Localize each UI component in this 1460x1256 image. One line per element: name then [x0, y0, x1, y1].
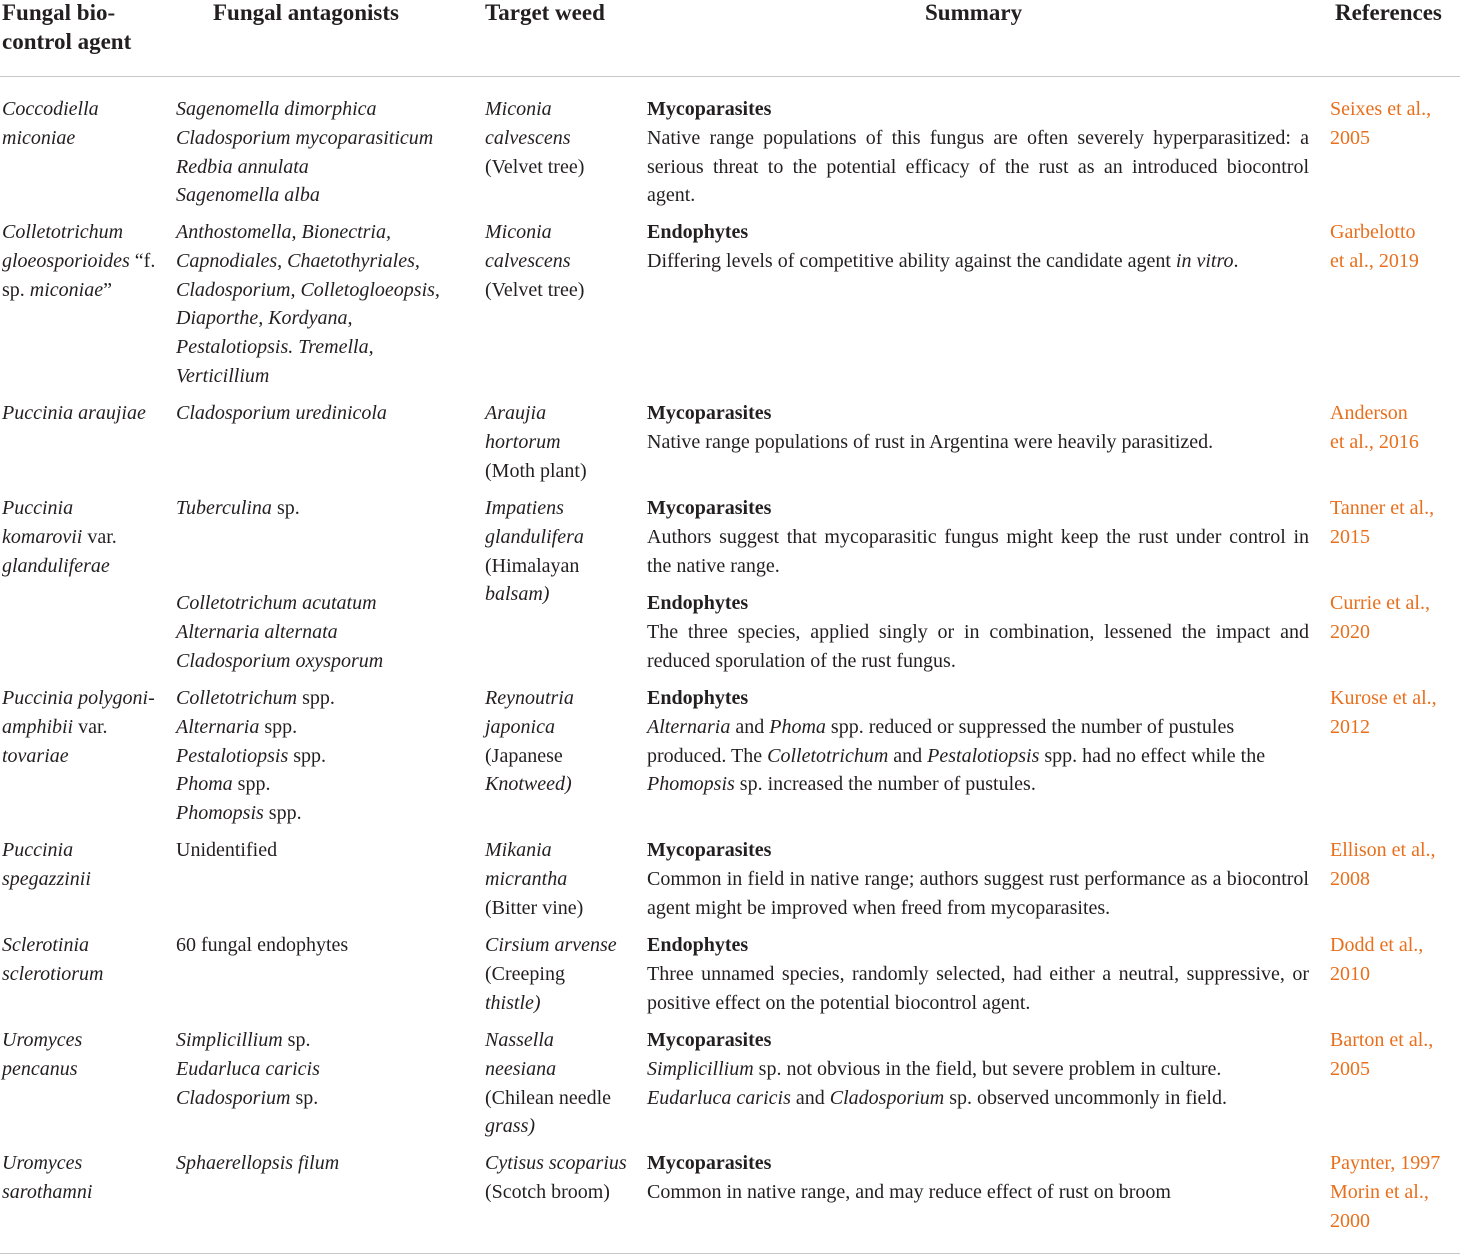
reference-link[interactable]: 2000	[1330, 1209, 1370, 1232]
text-span: Alternaria	[647, 715, 731, 738]
text-span: Verticillium	[176, 364, 270, 387]
text-span: Unidentified	[176, 839, 278, 861]
text-span: Phoma	[769, 715, 826, 738]
text-span: Pestalotiopsis. Tremella,	[176, 336, 374, 359]
antagonist-line	[176, 362, 476, 391]
summary-category: Endophytes	[647, 934, 749, 956]
reference-cell	[1330, 684, 1458, 742]
header-weed: Target weed	[485, 0, 605, 25]
summary-cell	[647, 1149, 1309, 1207]
header-agent-line1: Fungal bio-	[2, 0, 116, 25]
header-agent-line2: control agent	[2, 29, 132, 54]
weed-line: calvescens	[485, 249, 571, 272]
text-span: spp. reduced or suppressed the number of pustules	[825, 715, 1235, 738]
text-span: Cladosporium	[176, 1086, 291, 1109]
reference-link[interactable]: 2005	[1330, 1057, 1370, 1080]
text-span: Diaporthe, Kordyana,	[176, 307, 353, 330]
text-span: Cladosporium mycoparasiticum	[176, 126, 434, 149]
reference-link[interactable]: 2005	[1330, 126, 1370, 149]
summary-cell	[647, 399, 1309, 457]
text-span: var.	[87, 525, 117, 548]
weed-cell	[485, 218, 643, 304]
text-span: Phoma	[176, 773, 233, 796]
agent-line: Coccodiella	[2, 98, 99, 120]
weed-line: Cytisus scoparius	[485, 1152, 627, 1174]
text-span: sp.	[290, 1086, 319, 1109]
summary-line	[647, 1055, 1309, 1084]
reference-link[interactable]: Kurose et al.,	[1330, 687, 1437, 709]
weed-cell	[485, 399, 643, 485]
text-span: gloeosporioides	[2, 249, 130, 272]
reference-link[interactable]: 2015	[1330, 525, 1370, 548]
reference-cell	[1330, 218, 1458, 276]
reference-link[interactable]: Morin et al.,	[1330, 1180, 1429, 1203]
weed-line: (Bitter vine)	[485, 896, 584, 919]
agent-line: pencanus	[2, 1057, 78, 1080]
text-span: Colletotrichum	[767, 744, 889, 767]
summary-line	[647, 770, 1309, 799]
reference-cell	[1330, 399, 1458, 457]
weed-line: (Moth plant)	[485, 459, 587, 482]
reference-cell	[1330, 1026, 1458, 1084]
agent-line: Sclerotinia	[2, 934, 90, 956]
reference-cell	[1330, 836, 1458, 894]
text-span: Alternaria alternata	[176, 620, 338, 643]
header-agent	[2, 0, 172, 56]
agent-line: Uromyces	[2, 1152, 83, 1174]
summary-cell	[647, 1026, 1309, 1112]
weed-line: calvescens	[485, 126, 571, 149]
text-span: spp.	[259, 715, 298, 738]
weed-line: Araujia	[485, 402, 547, 424]
antagonist-line	[176, 742, 476, 771]
text-span: “f.	[129, 249, 156, 272]
text-span: Cladosporium, Colletogloeopsis,	[176, 278, 440, 301]
header-summary: Summary	[925, 0, 1023, 25]
agent-cell	[2, 931, 172, 989]
antagonists-cell	[176, 1149, 476, 1178]
agent-cell	[2, 836, 172, 894]
text-span: sp.	[2, 278, 30, 301]
agent-line: Puccinia polygoni-	[2, 687, 155, 709]
antagonist-line	[176, 333, 476, 362]
text-span: sp.	[282, 1029, 311, 1051]
agent-line: Puccinia	[2, 497, 74, 519]
antagonist-line	[176, 684, 476, 713]
agent-cell	[2, 1149, 172, 1207]
summary-cell	[647, 589, 1309, 675]
antagonist-line	[176, 1055, 476, 1084]
text-span: in vitro	[1175, 249, 1234, 272]
header-references: References	[1335, 0, 1442, 25]
weed-line: balsam)	[485, 583, 550, 606]
weed-cell	[485, 1026, 643, 1141]
reference-link[interactable]: Paynter, 1997	[1330, 1152, 1441, 1174]
text-span: Tuberculina	[176, 497, 272, 519]
text-span: amphibii	[2, 715, 79, 738]
text-span: produced. The	[647, 744, 768, 767]
text-span: Eudarluca caricis	[176, 1057, 320, 1080]
antagonist-line	[176, 1084, 476, 1113]
antagonist-line	[176, 647, 476, 676]
antagonist-line	[176, 770, 476, 799]
summary-text: Three unnamed species, randomly selected, had either a neutral, suppressive, or positive effect on the potential biocontrol agent.	[647, 962, 1309, 1014]
text-span: Sagenomella alba	[176, 184, 320, 207]
agent-line: tovariae	[2, 744, 69, 767]
summary-text: Native range populations of this fungus are often severely hyperparasitized: a serious threat to the potential efficacy of the rust as an introduced biocontrol agent.	[647, 126, 1309, 207]
text-span: spp.	[288, 744, 327, 767]
weed-cell	[485, 836, 643, 922]
reference-link[interactable]: 2008	[1330, 867, 1370, 890]
agent-line: Uromyces	[2, 1029, 83, 1051]
reference-link[interactable]: Dodd et al.,	[1330, 934, 1424, 956]
text-span: Capnodiales, Chaetothyriales,	[176, 249, 420, 272]
text-span: Pestalotiopsis	[176, 744, 289, 767]
antagonists-cell	[176, 95, 476, 210]
summary-cell	[647, 95, 1309, 210]
antagonist-line	[176, 618, 476, 647]
summary-category: Endophytes	[647, 221, 749, 243]
summary-line	[647, 742, 1309, 771]
antagonist-line	[176, 124, 476, 153]
agent-line	[2, 276, 172, 305]
summary-text: Authors suggest that mycoparasitic fungus might keep the rust under control in the native range.	[647, 525, 1309, 577]
reference-link[interactable]: Garbelotto	[1330, 221, 1416, 243]
antagonist-line	[176, 713, 476, 742]
summary-cell	[647, 836, 1309, 922]
text-span: Colletotrichum acutatum	[176, 592, 377, 614]
reference-cell	[1330, 95, 1458, 153]
weed-line: Impatiens	[485, 497, 564, 519]
text-span: and	[730, 715, 770, 738]
reference-cell	[1330, 589, 1458, 647]
weed-line: Cirsium arvense	[485, 934, 617, 956]
agent-line: miconiae	[2, 126, 76, 149]
weed-line: Miconia	[485, 221, 552, 243]
agent-line	[2, 713, 172, 742]
summary-category: Endophytes	[647, 592, 749, 614]
weed-cell	[485, 95, 643, 181]
agent-line: Puccinia	[2, 839, 74, 861]
text-span: Sphaerellopsis filum	[176, 1152, 340, 1174]
antagonist-line	[176, 181, 476, 210]
agent-line	[2, 523, 172, 552]
weed-line: Nassella	[485, 1029, 554, 1051]
weed-line: (Chilean needle	[485, 1086, 612, 1109]
text-span: .	[1233, 249, 1239, 272]
weed-cell	[485, 494, 643, 609]
weed-cell	[485, 1149, 643, 1207]
weed-line: Miconia	[485, 98, 552, 120]
text-span: Eudarluca caricis	[647, 1086, 791, 1109]
weed-line: hortorum	[485, 430, 561, 453]
reference-link[interactable]: Ellison et al.,	[1330, 839, 1436, 861]
summary-category: Mycoparasites	[647, 402, 772, 424]
reference-link[interactable]: Currie et al.,	[1330, 592, 1430, 614]
agent-cell	[2, 218, 172, 304]
weed-line: japonica	[485, 715, 555, 738]
antagonist-line	[176, 399, 476, 428]
weed-line: neesiana	[485, 1057, 557, 1080]
text-span: Phomopsis	[647, 773, 735, 796]
weed-line: thistle)	[485, 991, 541, 1014]
summary-text: Common in native range, and may reduce effect of rust on broom	[647, 1180, 1171, 1203]
weed-line: Reynoutria	[485, 687, 574, 709]
text-span: Alternaria	[176, 715, 260, 738]
reference-cell	[1330, 931, 1458, 989]
header-antagonists: Fungal antagonists	[213, 0, 399, 25]
agent-line: Colletotrichum	[2, 221, 124, 243]
agent-cell	[2, 684, 172, 770]
weed-line: micrantha	[485, 867, 568, 890]
text-span: ”	[103, 278, 112, 301]
summary-cell	[647, 684, 1309, 799]
antagonists-cell	[176, 836, 476, 865]
antagonist-line	[176, 799, 476, 828]
text-span: Anthostomella, Bionectria,	[176, 221, 391, 243]
text-span: Cladosporium oxysporum	[176, 649, 384, 672]
reference-link[interactable]: Seixes et al.,	[1330, 98, 1432, 120]
agent-cell	[2, 494, 172, 580]
antagonists-cell	[176, 494, 476, 523]
weed-line: Mikania	[485, 839, 552, 861]
text-span: Colletotrichum	[176, 687, 298, 709]
text-span: and	[790, 1086, 830, 1109]
summary-category: Mycoparasites	[647, 98, 772, 120]
antagonist-line	[176, 494, 476, 523]
text-span: and	[888, 744, 928, 767]
agent-line: glanduliferae	[2, 554, 110, 577]
agent-cell	[2, 1026, 172, 1084]
reference-cell	[1330, 494, 1458, 552]
antagonist-line	[176, 931, 476, 960]
reference-link[interactable]: Barton et al.,	[1330, 1029, 1434, 1051]
weed-line: (Scotch broom)	[485, 1180, 610, 1203]
weed-line: grass)	[485, 1115, 536, 1138]
text-span: sp. observed uncommonly in field.	[944, 1086, 1227, 1109]
text-span: Simplicillium	[647, 1057, 754, 1080]
summary-line	[647, 713, 1309, 742]
summary-category: Endophytes	[647, 687, 749, 709]
reference-link[interactable]: et al., 2019	[1330, 249, 1419, 272]
text-span: sp. not obvious in the field, but severe problem in culture.	[753, 1057, 1222, 1080]
antagonists-cell	[176, 218, 476, 391]
weed-line: Knotweed)	[485, 773, 572, 796]
text-span: spp.	[297, 687, 335, 709]
summary-text: Native range populations of rust in Argentina were heavily parasitized.	[647, 430, 1214, 453]
antagonists-cell	[176, 684, 476, 828]
reference-link[interactable]: Tanner et al.,	[1330, 497, 1435, 519]
reference-link[interactable]: et al., 2016	[1330, 430, 1419, 453]
reference-link[interactable]: 2020	[1330, 620, 1370, 643]
agent-cell	[2, 95, 172, 153]
weed-cell	[485, 931, 643, 1017]
summary-text: Common in field in native range; authors suggest rust performance as a biocontrol agent might be improved when freed from mycoparasites.	[647, 867, 1309, 919]
text-span: miconiae	[29, 278, 104, 301]
antagonists-cell	[176, 1026, 476, 1112]
weed-line: (Himalayan	[485, 554, 580, 577]
reference-link[interactable]: 2012	[1330, 715, 1370, 738]
antagonist-line	[176, 589, 476, 618]
weed-line: (Creeping	[485, 962, 565, 985]
antagonist-line	[176, 1026, 476, 1055]
antagonist-line	[176, 153, 476, 182]
weed-line: (Japanese	[485, 744, 563, 767]
agent-cell	[2, 399, 172, 428]
summary-cell	[647, 494, 1309, 580]
agent-line: sarothamni	[2, 1180, 93, 1203]
text-span: sp. increased the number of pustules.	[734, 773, 1036, 796]
text-span: Pestalotiopsis	[927, 744, 1040, 767]
summary-category: Mycoparasites	[647, 1152, 772, 1174]
text-span: Differing levels of competitive ability against the candidate agent	[647, 249, 1176, 272]
text-span: Phomopsis	[176, 802, 264, 825]
text-span: komarovii	[2, 525, 88, 548]
antagonist-line	[176, 1149, 476, 1178]
text-span: sp.	[271, 497, 300, 519]
weed-cell	[485, 684, 643, 799]
header-rule	[0, 76, 1460, 77]
antagonists-cell	[176, 931, 476, 960]
weed-line: (Velvet tree)	[485, 278, 585, 301]
antagonist-line	[176, 836, 476, 865]
agent-line	[2, 247, 172, 276]
text-span: spp. had no effect while the	[1039, 744, 1266, 767]
text-span: var.	[78, 715, 108, 738]
summary-text	[647, 247, 1309, 276]
summary-category: Mycoparasites	[647, 497, 772, 519]
reference-cell	[1330, 1149, 1458, 1235]
agent-line: spegazzinii	[2, 867, 91, 890]
antagonist-line	[176, 218, 476, 247]
antagonists-cell	[176, 399, 476, 428]
summary-text: The three species, applied singly or in combination, lessened the impact and reduced sporulation of the rust fungus.	[647, 620, 1309, 672]
reference-link[interactable]: 2010	[1330, 962, 1370, 985]
antagonist-line	[176, 304, 476, 333]
agent-line: sclerotiorum	[2, 962, 104, 985]
antagonist-line	[176, 95, 476, 124]
text-span: Sagenomella dimorphica	[176, 98, 377, 120]
summary-category: Mycoparasites	[647, 839, 772, 861]
antagonist-line	[176, 276, 476, 305]
text-span: spp.	[263, 802, 302, 825]
text-span: Simplicillium	[176, 1029, 283, 1051]
text-span: Cladosporium uredinicola	[176, 402, 387, 424]
summary-cell	[647, 218, 1309, 276]
summary-cell	[647, 931, 1309, 1017]
text-span: Cladosporium	[829, 1086, 945, 1109]
reference-link[interactable]: Anderson	[1330, 402, 1408, 424]
weed-line: (Velvet tree)	[485, 155, 585, 178]
text-span: 60 fungal endophytes	[176, 934, 349, 956]
bottom-rule	[0, 1253, 1460, 1254]
agent-line: Puccinia araujiae	[2, 402, 146, 424]
weed-line: glandulifera	[485, 525, 584, 548]
text-span: spp.	[232, 773, 271, 796]
antagonists-cell	[176, 589, 476, 675]
antagonist-line	[176, 247, 476, 276]
summary-category: Mycoparasites	[647, 1029, 772, 1051]
text-span: Redbia annulata	[176, 155, 309, 178]
summary-line	[647, 1084, 1309, 1113]
